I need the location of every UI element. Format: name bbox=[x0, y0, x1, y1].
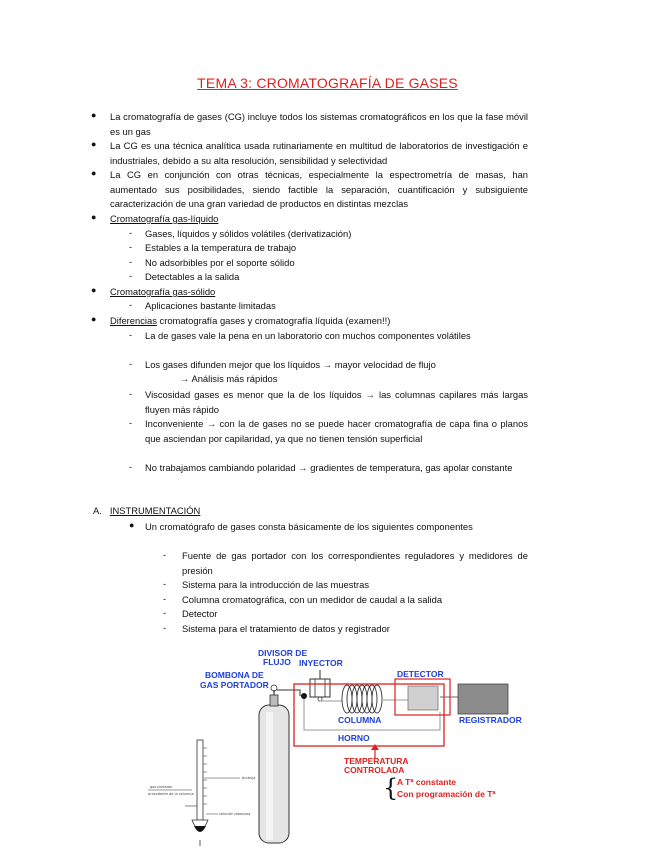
gas-cylinder bbox=[259, 685, 289, 843]
divisor-label-1: DIVISOR DE bbox=[258, 648, 308, 658]
column-coil bbox=[342, 685, 382, 713]
dash: - bbox=[129, 270, 133, 281]
injector bbox=[310, 679, 330, 697]
dash: - bbox=[163, 593, 167, 604]
gl-item: Gases, líquidos y sólidos volátiles (derivatización) bbox=[145, 228, 352, 239]
diff-heading: Diferencias bbox=[110, 315, 157, 326]
diff-rest: cromatografía gases y cromatografía líquida (examen!!) bbox=[156, 315, 391, 326]
detector-label: DETECTOR bbox=[397, 669, 444, 679]
dash: - bbox=[129, 417, 133, 428]
page-title: TEMA 3: CROMATOGRAFÍA DE GASES bbox=[197, 75, 458, 91]
divisor-label-2: FLUJO bbox=[263, 657, 291, 667]
section-item: Columna cromatográfica, con un medidor de caudal a la salida bbox=[182, 594, 443, 605]
injector-label: INYECTOR bbox=[299, 658, 343, 668]
small-label-2: procedente de la columna bbox=[148, 792, 194, 796]
bullet-dot: ● bbox=[91, 139, 97, 149]
diff-item: La de gases vale la pena en un laboratorio con muchos componentes volátiles bbox=[145, 330, 471, 341]
dash: - bbox=[129, 227, 133, 238]
cylinder-label-1: BOMBONA DE bbox=[205, 670, 264, 680]
section-title: INSTRUMENTACIÓN bbox=[109, 505, 201, 516]
oven-label: HORNO bbox=[338, 733, 370, 743]
bullet-text: La CG en conjunción con otras técnicas, especialmente la espectrometría de masas, han aumentado sus posibilidades, siendo factible la separación, cuantificación y subsiguiente caracterización de una gran variedad de productos en distintas mezclas bbox=[110, 169, 528, 209]
diff-item: Inconveniente → con la de gases no se puede hacer cromatografía de capa fina o planos que asciendan por capilaridad, ya que no tienen tensión superficial bbox=[145, 418, 528, 444]
diff-item: Viscosidad gases es menor que la de los líquidos → las columnas capilares más largas fluyen más rápido bbox=[145, 389, 528, 415]
diff-subitem: → Análisis más rápidos bbox=[180, 373, 278, 384]
dash: - bbox=[163, 607, 167, 618]
column-label: COLUMNA bbox=[338, 715, 382, 725]
gs-heading: Cromatografía gas-sólido bbox=[110, 286, 216, 297]
gl-item: No adsorbibles por el soporte sólido bbox=[145, 257, 295, 268]
dash: - bbox=[129, 358, 133, 369]
bullet-dot: ● bbox=[91, 314, 97, 324]
bullet-dot: ● bbox=[91, 168, 97, 178]
section-letter: A. bbox=[93, 505, 102, 516]
flow-splitter bbox=[301, 693, 307, 699]
temp-option-2: Con programación de Tª bbox=[397, 789, 496, 799]
gl-item: Detectables a la salida bbox=[145, 271, 240, 282]
bullet-text: La cromatografía de gases (CG) incluye todos los sistemas cromatográficos en los que la fase móvil es un gas bbox=[110, 111, 528, 137]
recorder-box bbox=[458, 684, 508, 714]
dash: - bbox=[129, 461, 133, 472]
bullet-dot: ● bbox=[91, 110, 97, 120]
dash: - bbox=[163, 578, 167, 589]
bullet-dot: ● bbox=[91, 285, 97, 295]
diff-item: Los gases difunden mejor que los líquidos → mayor velocidad de flujo bbox=[145, 359, 436, 370]
section-bullet: Un cromatógrafo de gases consta básicamente de los siguientes componentes bbox=[145, 521, 473, 532]
section-item: Detector bbox=[182, 608, 218, 619]
gs-item: Aplicaciones bastante limitadas bbox=[145, 300, 276, 311]
temp-label-2: CONTROLADA bbox=[344, 765, 405, 775]
bullet-dot: ● bbox=[91, 212, 97, 222]
bullet-text: La CG es una técnica analítica usada rutinariamente en multitud de laboratorios de investigación e industriales, debido a su alta resolución, sensibilidad y selectividad bbox=[110, 140, 528, 166]
section-item: Fuente de gas portador con los correspondientes reguladores y medidores de presión bbox=[182, 550, 528, 576]
dash: - bbox=[129, 299, 133, 310]
small-label-1: gas portador bbox=[150, 785, 173, 789]
small-label-3: burbuja bbox=[242, 776, 256, 780]
section-item: Sistema para el tratamiento de datos y registrador bbox=[182, 623, 390, 634]
temp-option-1: A Tª constante bbox=[397, 777, 457, 787]
gl-item: Estables a la temperatura de trabajo bbox=[145, 242, 297, 253]
section-item: Sistema para la introducción de las muestras bbox=[182, 579, 370, 590]
dash: - bbox=[129, 388, 133, 399]
svg-text:{: { bbox=[383, 774, 399, 802]
gl-heading: Cromatografía gas-líquido bbox=[110, 213, 219, 224]
dash: - bbox=[163, 622, 167, 633]
dash: - bbox=[129, 241, 133, 252]
dash: - bbox=[129, 256, 133, 267]
small-label-4: solución jabonosa bbox=[219, 812, 251, 816]
dash: - bbox=[129, 329, 133, 340]
dash: - bbox=[163, 549, 167, 560]
diff-item: No trabajamos cambiando polaridad → gradientes de temperatura, gas apolar constante bbox=[145, 462, 513, 473]
detector-box bbox=[408, 686, 438, 710]
bullet-dot: ● bbox=[129, 520, 135, 530]
recorder-label: REGISTRADOR bbox=[459, 715, 522, 725]
cylinder-label-2: GAS PORTADOR bbox=[200, 680, 269, 690]
temp-label-1: TEMPERATURA bbox=[344, 756, 409, 766]
